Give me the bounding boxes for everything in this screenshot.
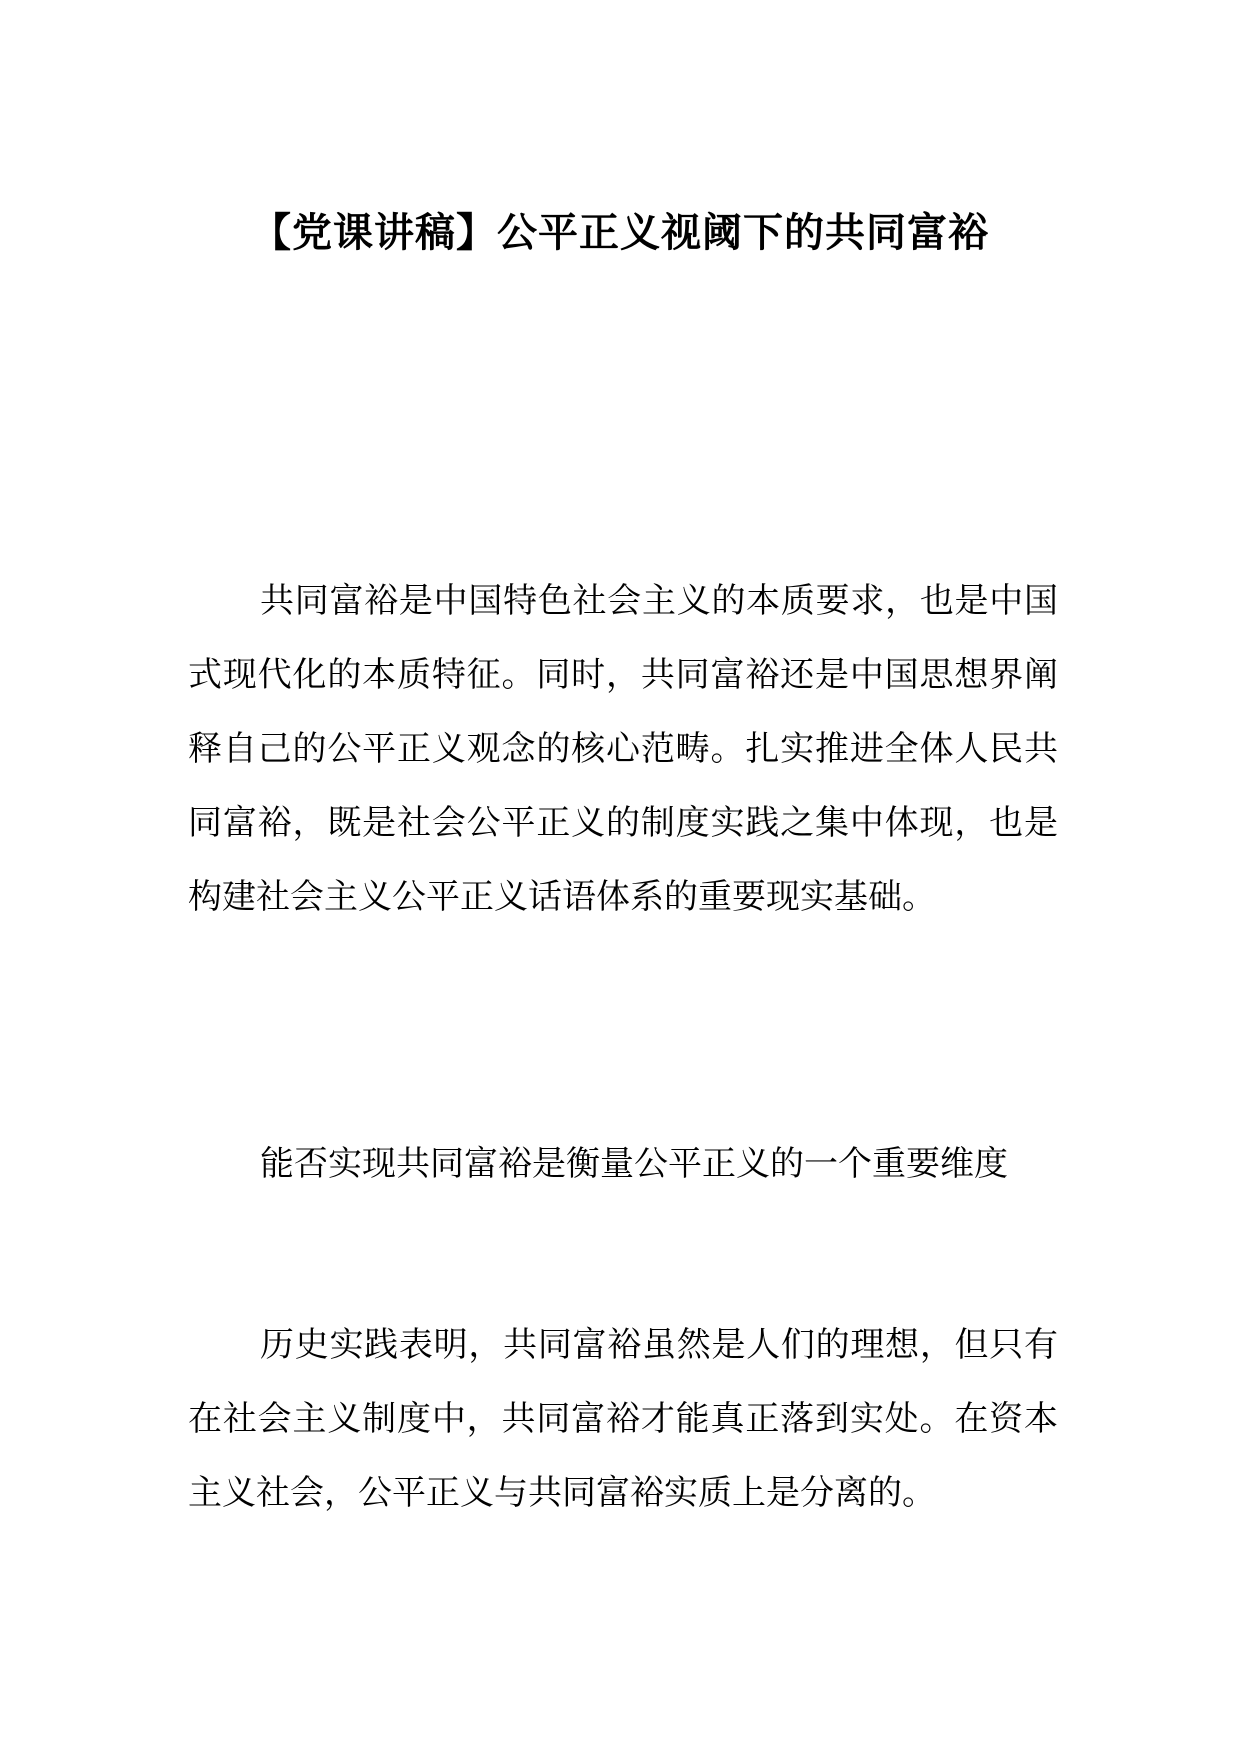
section-heading: 能否实现共同富裕是衡量公平正义的一个重要维度	[260, 1144, 1008, 1184]
paragraph-intro: 共同富裕是中国特色社会主义的本质要求，也是中国式现代化的本质特征。同时，共同富裕还是中国思想界阐释自己的公平正义观念的核心范畴。扎实推进全体人民共同富裕，既是社会公平正义的制度实践之集中体现，也是构建社会主义公平正义话语体系的重要现实基础。	[188, 581, 1058, 917]
paragraph-history: 历史实践表明，共同富裕虽然是人们的理想，但只有在社会主义制度中，共同富裕才能真正落到实处。在资本主义社会，公平正义与共同富裕实质上是分离的。	[188, 1325, 1058, 1513]
page-title: 【党课讲稿】公平正义视阈下的共同富裕	[251, 210, 989, 256]
